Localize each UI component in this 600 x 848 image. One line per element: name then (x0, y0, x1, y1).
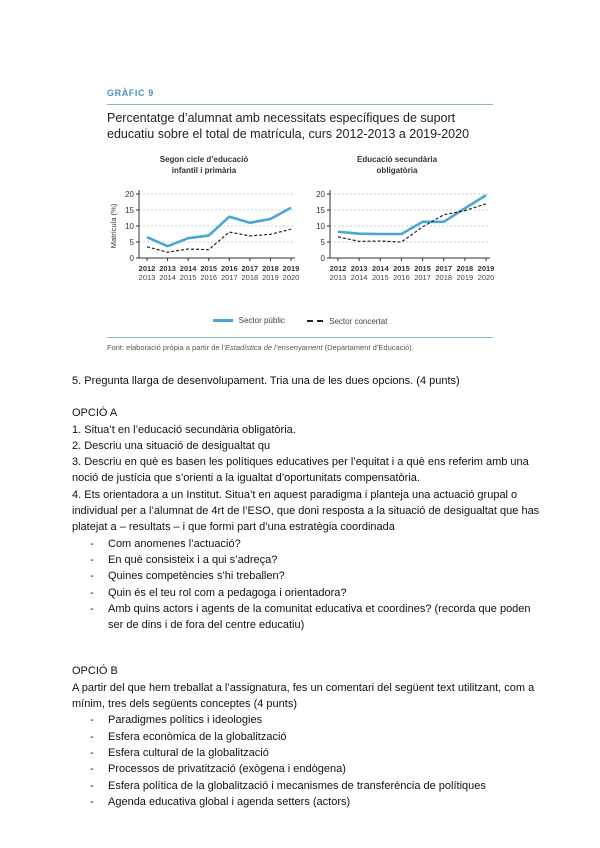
chart-infantil-primaria (107, 150, 302, 315)
source-text: (Departament d’Educació). (322, 343, 414, 352)
dash-marker: - (90, 553, 94, 566)
list-item (72, 536, 542, 552)
x-tick-label: 2012 (138, 264, 156, 273)
dash-marker: - (90, 586, 94, 599)
option-a-item: 3. Descriu en què es basen les polítiques educatives per l’equitat i a què ens referim amb una noció de justícia que s’orienti a la igualtat d’oportunitats compensatòria. (72, 456, 529, 485)
x-tick-label: 2019 (477, 264, 495, 273)
series-line-public (338, 195, 486, 234)
source-italic: Estadística de l’ensenyament (224, 343, 323, 352)
list-item (72, 568, 542, 584)
chart-title-line: Educació secundària (356, 155, 438, 164)
list-item (72, 729, 542, 745)
chart-secundaria (312, 150, 497, 315)
x-tick-label: 2014 (179, 264, 197, 273)
legend-item-concertat (307, 317, 387, 326)
figure-label: GRÀFIC 9 (107, 88, 154, 98)
list-item (72, 794, 542, 810)
dash-marker: - (90, 602, 94, 615)
legend-item-public (213, 316, 285, 325)
dash-marker: - (90, 714, 94, 727)
dash-marker: - (90, 570, 94, 583)
x-tick-label: 2018 (456, 264, 474, 273)
x-tick-label: 2018 (435, 273, 453, 282)
x-tick-label: 2014 (159, 273, 176, 282)
x-tick-label: 2013 (329, 273, 347, 282)
charts-container (107, 150, 493, 310)
dash-marker: - (90, 730, 94, 743)
list-item-text: Processos de privatització (exògena i endògena) (108, 763, 346, 776)
dash-marker: - (90, 746, 94, 759)
x-tick-label: 2020 (477, 273, 495, 282)
legend-label: Sector concertat (329, 316, 388, 326)
y-tick-label: 0 (129, 254, 134, 263)
chart-title-line: infantil i primària (171, 166, 237, 175)
dash-marker: - (90, 763, 94, 776)
list-item (72, 552, 542, 568)
dash-marker: - (90, 779, 94, 792)
y-tick-label: 20 (316, 190, 325, 199)
chart-title (129, 154, 279, 176)
figure-title: Percentatge d’alumnat amb necessitats específiques de suport educatiu sobre el total de matrícula, curs 2012-2013 a 2019-2020 (107, 111, 470, 141)
legend-swatch-solid (213, 319, 233, 322)
x-tick-label: 2014 (350, 273, 368, 282)
option-b-bullets (72, 712, 542, 810)
y-axis-label: Matrícula (%) (109, 203, 118, 249)
list-item (72, 601, 542, 634)
y-tick-label: 20 (125, 190, 134, 199)
figure-top-rule (107, 104, 493, 105)
figure (107, 88, 493, 310)
list-item-text: Quines competències s’hi treballen? (108, 570, 285, 583)
list-item (72, 745, 542, 761)
y-tick-label: 5 (129, 238, 134, 247)
list-item-text: En què consisteix i a qui s’adreça? (108, 553, 278, 566)
x-tick-label: 2015 (200, 264, 218, 273)
list-item (72, 712, 542, 728)
dash-marker: - (90, 795, 94, 808)
list-item (72, 585, 542, 601)
dash-marker: - (90, 537, 94, 550)
x-tick-label: 2013 (138, 273, 156, 282)
x-tick-label: 2015 (179, 273, 197, 282)
x-tick-label: 2017 (414, 273, 431, 282)
x-tick-label: 2019 (282, 264, 300, 273)
list-item-text: Esfera política de la globalització i mecanismes de transferència de polítiques (108, 779, 486, 792)
list-item-text: Paradigmes polítics i ideologies (108, 714, 263, 727)
series-line-concertat (147, 229, 291, 252)
option-a-item: 1. Situa’t en l’educació secundària obligatòria. (72, 423, 296, 436)
x-tick-label: 2019 (262, 273, 279, 282)
x-tick-label: 2018 (241, 273, 259, 282)
y-tick-label: 5 (320, 238, 325, 247)
option-a-item: 2. Descriu una situació de desigualtat qu (72, 439, 271, 452)
list-item-text: Esfera econòmica de la globalització (108, 730, 287, 743)
option-a-heading: OPCIÓ A (72, 407, 118, 420)
option-b-intro: A partir del que hem treballat a l’assignatura, fes un comentari del següent text utilitzant, com a mínim, tres dels següents conceptes (4 punts) (72, 681, 535, 711)
option-a-bullets (72, 536, 542, 634)
list-item-text: Agenda educativa global i agenda setters (actors) (108, 795, 351, 808)
x-tick-label: 2015 (414, 264, 431, 273)
x-tick-label: 2020 (282, 273, 300, 282)
x-tick-label: 2013 (159, 264, 176, 273)
source-text: Font: elaboració pròpia a partir de l’ (107, 343, 225, 352)
option-a-item: 4. Ets orientadora a un Institut. Situa’t en aquest paradigma i planteja una actuació grupal o individual per a l’alumnat de 4rt de l’ESO, que doni resposta a la situació de desigualtat que has platejat a – resultats – i que formi part d’una estratègia coordinada (72, 488, 540, 534)
list-item-text: Esfera cultural de la globalització (108, 746, 269, 759)
x-tick-label: 2015 (393, 264, 410, 273)
chart-legend (107, 315, 493, 326)
x-tick-label: 2013 (350, 264, 368, 273)
y-tick-label: 10 (125, 222, 134, 231)
option-b-heading: OPCIÓ B (72, 665, 118, 678)
figure-source (107, 343, 414, 352)
x-tick-label: 2017 (241, 264, 259, 273)
y-tick-label: 15 (125, 206, 134, 215)
y-tick-label: 15 (316, 206, 325, 215)
figure-bottom-rule (107, 337, 493, 338)
x-tick-label: 2017 (435, 264, 453, 273)
question-heading: 5. Pregunta llarga de desenvolupament. Tria una de les dues opcions. (4 punts) (72, 375, 460, 387)
x-tick-label: 2012 (329, 264, 347, 273)
x-tick-label: 2018 (262, 264, 279, 273)
x-tick-label: 2015 (371, 273, 389, 282)
list-item (72, 761, 542, 777)
legend-swatch-dashed (307, 320, 323, 322)
chart-title-line: obligatòria (376, 166, 418, 175)
chart-title (322, 154, 472, 176)
exam-document (72, 373, 542, 810)
legend-label: Sector públic (238, 316, 285, 325)
list-item-text: Com anomenes l’actuació? (108, 537, 241, 550)
x-tick-label: 2019 (456, 273, 474, 282)
list-item (72, 778, 542, 794)
list-item-text: Amb quins actors i agents de la comunitat educativa et coordines? (recorda que poden ser de dins i de fora del centre educatiu) (108, 602, 531, 632)
list-item-text: Quin és el teu rol com a pedagoga i orientadora? (108, 586, 347, 599)
x-tick-label: 2014 (371, 264, 389, 273)
x-tick-label: 2017 (220, 273, 238, 282)
x-tick-label: 2016 (200, 273, 218, 282)
x-tick-label: 2016 (220, 264, 238, 273)
x-tick-label: 2016 (393, 273, 410, 282)
chart-title-line: Segon cicle d’educació (159, 155, 249, 164)
y-tick-label: 0 (320, 254, 325, 263)
y-tick-label: 10 (316, 222, 325, 231)
